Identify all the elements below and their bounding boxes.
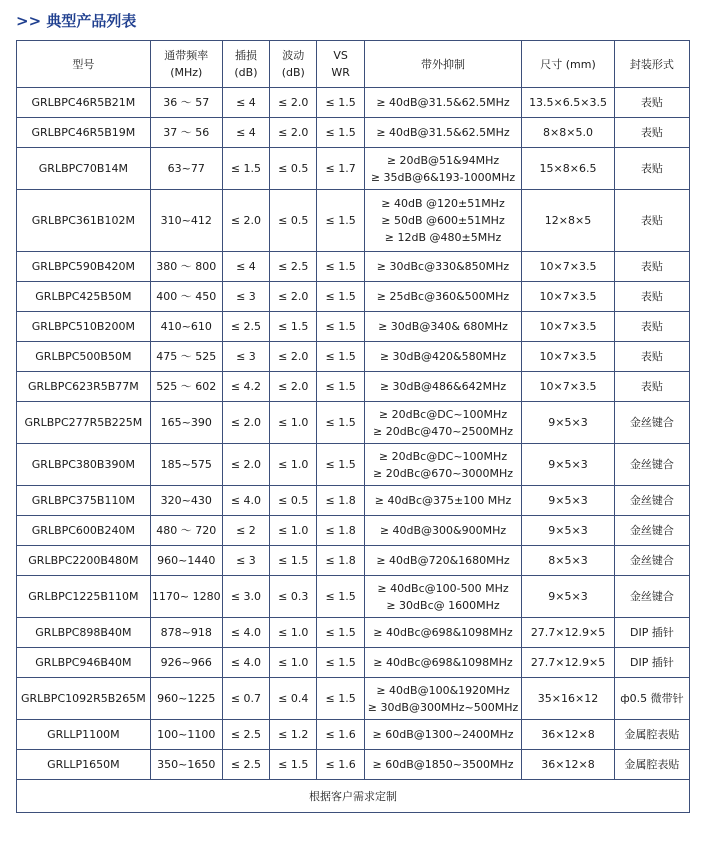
rejection-line: ≥ 50dB @600±51MHz bbox=[381, 214, 505, 227]
insertion-loss-cell: ≤ 2.0 bbox=[222, 402, 269, 444]
rejection-line: ≥ 30dBc@330&850MHz bbox=[376, 260, 510, 273]
frequency-cell: 185~575 bbox=[150, 444, 222, 486]
table-row bbox=[17, 720, 690, 750]
insertion-loss-cell: ≤ 0.7 bbox=[222, 678, 269, 720]
table-row bbox=[17, 252, 690, 282]
column-header-text: 插损 bbox=[234, 49, 257, 62]
package-cell: 表贴 bbox=[614, 372, 689, 402]
column-header-text: WR bbox=[331, 66, 350, 79]
vswr-cell: ≤ 1.5 bbox=[317, 444, 364, 486]
insertion-loss-cell: ≤ 2.0 bbox=[222, 190, 269, 252]
frequency-cell: 36 ～ 57 bbox=[150, 88, 222, 118]
vswr-cell: ≤ 1.5 bbox=[317, 252, 364, 282]
column-header-text: VS bbox=[333, 49, 348, 62]
vswr-cell: ≤ 1.5 bbox=[317, 282, 364, 312]
size-cell: 8×5×3 bbox=[522, 546, 615, 576]
footer-row bbox=[17, 780, 690, 813]
table-row bbox=[17, 678, 690, 720]
rejection-cell bbox=[364, 750, 521, 780]
size-cell: 35×16×12 bbox=[522, 678, 615, 720]
column-header-text: 型号 bbox=[72, 57, 95, 71]
size-cell: 36×12×8 bbox=[522, 720, 615, 750]
vswr-cell: ≤ 1.5 bbox=[317, 678, 364, 720]
insertion-loss-cell: ≤ 3.0 bbox=[222, 576, 269, 618]
model-cell: GRLBPC500B50M bbox=[17, 342, 151, 372]
package-cell: 表贴 bbox=[614, 282, 689, 312]
frequency-cell: 380 ～ 800 bbox=[150, 252, 222, 282]
rejection-cell bbox=[364, 282, 521, 312]
rejection-cell bbox=[364, 190, 521, 252]
size-cell: 12×8×5 bbox=[522, 190, 615, 252]
package-cell: 表贴 bbox=[614, 252, 689, 282]
rejection-cell bbox=[364, 720, 521, 750]
rejection-line: ≥ 40dB @120±51MHz bbox=[381, 197, 505, 210]
vswr-cell: ≤ 1.5 bbox=[317, 88, 364, 118]
table-row bbox=[17, 546, 690, 576]
rejection-cell bbox=[364, 618, 521, 648]
size-cell: 10×7×3.5 bbox=[522, 372, 615, 402]
ripple-cell: ≤ 2.0 bbox=[270, 342, 317, 372]
ripple-cell: ≤ 0.5 bbox=[270, 486, 317, 516]
table-row bbox=[17, 190, 690, 252]
insertion-loss-cell: ≤ 2.5 bbox=[222, 750, 269, 780]
model-cell: GRLBPC510B200M bbox=[17, 312, 151, 342]
insertion-loss-cell: ≤ 2.0 bbox=[222, 444, 269, 486]
insertion-loss-cell: ≤ 4 bbox=[222, 88, 269, 118]
column-header-text: 封装形式 bbox=[629, 57, 674, 71]
rejection-cell bbox=[364, 546, 521, 576]
ripple-cell: ≤ 1.0 bbox=[270, 618, 317, 648]
rejection-line: ≥ 20dBc@470~2500MHz bbox=[372, 424, 514, 438]
table-row bbox=[17, 282, 690, 312]
size-cell: 15×8×6.5 bbox=[522, 148, 615, 190]
frequency-cell: 400 ～ 450 bbox=[150, 282, 222, 312]
rejection-cell bbox=[364, 486, 521, 516]
ripple-cell: ≤ 0.4 bbox=[270, 678, 317, 720]
frequency-cell: 37 ～ 56 bbox=[150, 118, 222, 148]
ripple-cell: ≤ 1.0 bbox=[270, 648, 317, 678]
rejection-line: ≥ 40dB@100&1920MHz bbox=[376, 683, 510, 697]
ripple-cell: ≤ 2.0 bbox=[270, 372, 317, 402]
model-cell: GRLBPC425B50M bbox=[17, 282, 151, 312]
frequency-cell: 63~77 bbox=[150, 148, 222, 190]
column-header bbox=[150, 41, 222, 88]
size-cell: 9×5×3 bbox=[522, 516, 615, 546]
rejection-line: ≥ 40dBc@698&1098MHz bbox=[373, 626, 513, 639]
frequency-cell: 525 ～ 602 bbox=[150, 372, 222, 402]
ripple-cell: ≤ 0.5 bbox=[270, 190, 317, 252]
rejection-cell bbox=[364, 88, 521, 118]
package-cell: 表贴 bbox=[614, 88, 689, 118]
vswr-cell: ≤ 1.5 bbox=[317, 372, 364, 402]
rejection-line: ≥ 40dBc@698&1098MHz bbox=[373, 656, 513, 669]
column-header bbox=[222, 41, 269, 88]
vswr-cell: ≤ 1.5 bbox=[317, 190, 364, 252]
ripple-cell: ≤ 1.5 bbox=[270, 546, 317, 576]
package-cell: 金丝键合 bbox=[614, 402, 689, 444]
model-cell: GRLBPC361B102M bbox=[17, 190, 151, 252]
model-cell: GRLBPC70B14M bbox=[17, 148, 151, 190]
ripple-cell: ≤ 1.0 bbox=[270, 402, 317, 444]
frequency-cell: 475 ～ 525 bbox=[150, 342, 222, 372]
ripple-cell: ≤ 1.5 bbox=[270, 750, 317, 780]
model-cell: GRLBPC946B40M bbox=[17, 648, 151, 678]
rejection-line: ≥ 40dB@720&1680MHz bbox=[376, 554, 510, 567]
table-row bbox=[17, 148, 690, 190]
package-cell: 金属腔表贴 bbox=[614, 750, 689, 780]
rejection-line: ≥ 40dB@31.5&62.5MHz bbox=[376, 126, 510, 139]
size-cell: 10×7×3.5 bbox=[522, 312, 615, 342]
rejection-cell bbox=[364, 576, 521, 618]
rejection-line: ≥ 30dB@340& 680MHz bbox=[378, 320, 508, 333]
rejection-line: ≥ 30dB@300MHz~500MHz bbox=[367, 700, 519, 714]
rejection-line: ≥ 20dB@51&94MHz bbox=[386, 153, 500, 167]
insertion-loss-cell: ≤ 4.0 bbox=[222, 618, 269, 648]
column-header-text: (dB) bbox=[234, 66, 258, 79]
size-cell: 9×5×3 bbox=[522, 576, 615, 618]
frequency-cell: 310~412 bbox=[150, 190, 222, 252]
package-cell: 表贴 bbox=[614, 312, 689, 342]
model-cell: GRLBPC277R5B225M bbox=[17, 402, 151, 444]
column-header bbox=[364, 41, 521, 88]
vswr-cell: ≤ 1.8 bbox=[317, 486, 364, 516]
size-cell: 36×12×8 bbox=[522, 750, 615, 780]
rejection-cell bbox=[364, 516, 521, 546]
package-cell: DIP 插针 bbox=[614, 618, 689, 648]
size-cell: 27.7×12.9×5 bbox=[522, 618, 615, 648]
frequency-cell: 320~430 bbox=[150, 486, 222, 516]
insertion-loss-cell: ≤ 3 bbox=[222, 546, 269, 576]
vswr-cell: ≤ 1.6 bbox=[317, 720, 364, 750]
package-cell: 金丝键合 bbox=[614, 516, 689, 546]
size-cell: 13.5×6.5×3.5 bbox=[522, 88, 615, 118]
model-cell: GRLBPC2200B480M bbox=[17, 546, 151, 576]
table-row bbox=[17, 372, 690, 402]
table-body bbox=[17, 88, 690, 780]
rejection-cell bbox=[364, 372, 521, 402]
model-cell: GRLBPC1092R5B265M bbox=[17, 678, 151, 720]
rejection-line: ≥ 60dB@1850~3500MHz bbox=[372, 758, 514, 771]
frequency-cell: 1170~ 1280 bbox=[150, 576, 222, 618]
frequency-cell: 100~1100 bbox=[150, 720, 222, 750]
model-cell: GRLBPC590B420M bbox=[17, 252, 151, 282]
footer-note: 根据客户需求定制 bbox=[17, 780, 690, 813]
table-row bbox=[17, 88, 690, 118]
table-row bbox=[17, 516, 690, 546]
size-cell: 9×5×3 bbox=[522, 444, 615, 486]
table-row bbox=[17, 486, 690, 516]
frequency-cell: 960~1440 bbox=[150, 546, 222, 576]
package-cell: 金丝键合 bbox=[614, 486, 689, 516]
column-header bbox=[270, 41, 317, 88]
column-header bbox=[522, 41, 615, 88]
insertion-loss-cell: ≤ 2.5 bbox=[222, 312, 269, 342]
page-title: >> 典型产品列表 bbox=[16, 12, 137, 30]
rejection-line: ≥ 30dB@486&642MHz bbox=[379, 380, 507, 393]
vswr-cell: ≤ 1.5 bbox=[317, 342, 364, 372]
table-row bbox=[17, 312, 690, 342]
rejection-cell bbox=[364, 648, 521, 678]
column-header-text: (dB) bbox=[281, 66, 305, 79]
vswr-cell: ≤ 1.7 bbox=[317, 148, 364, 190]
model-cell: GRLBPC600B240M bbox=[17, 516, 151, 546]
size-cell: 27.7×12.9×5 bbox=[522, 648, 615, 678]
header-row bbox=[17, 41, 690, 88]
rejection-line: ≥ 20dBc@670~3000MHz bbox=[372, 466, 514, 480]
insertion-loss-cell: ≤ 4 bbox=[222, 118, 269, 148]
size-cell: 10×7×3.5 bbox=[522, 282, 615, 312]
insertion-loss-cell: ≤ 3 bbox=[222, 282, 269, 312]
rejection-line: ≥ 25dBc@360&500MHz bbox=[376, 290, 510, 303]
model-cell: GRLLP1100M bbox=[17, 720, 151, 750]
product-table bbox=[16, 40, 690, 813]
rejection-cell bbox=[364, 402, 521, 444]
size-cell: 10×7×3.5 bbox=[522, 342, 615, 372]
package-cell: 表贴 bbox=[614, 342, 689, 372]
size-cell: 10×7×3.5 bbox=[522, 252, 615, 282]
model-cell: GRLBPC46R5B19M bbox=[17, 118, 151, 148]
model-cell: GRLBPC898B40M bbox=[17, 618, 151, 648]
rejection-line: ≥ 40dBc@375±100 MHz bbox=[374, 494, 512, 507]
column-header bbox=[317, 41, 364, 88]
frequency-cell: 926~966 bbox=[150, 648, 222, 678]
ripple-cell: ≤ 1.0 bbox=[270, 516, 317, 546]
package-cell: 表贴 bbox=[614, 190, 689, 252]
rejection-cell bbox=[364, 312, 521, 342]
frequency-cell: 878~918 bbox=[150, 618, 222, 648]
frequency-cell: 480 ～ 720 bbox=[150, 516, 222, 546]
rejection-cell bbox=[364, 678, 521, 720]
rejection-line: ≥ 40dBc@100-500 MHz bbox=[377, 581, 509, 595]
rejection-cell bbox=[364, 148, 521, 190]
ripple-cell: ≤ 1.2 bbox=[270, 720, 317, 750]
size-cell: 9×5×3 bbox=[522, 486, 615, 516]
rejection-line: ≥ 30dB@420&580MHz bbox=[379, 350, 507, 363]
ripple-cell: ≤ 1.5 bbox=[270, 312, 317, 342]
table-row bbox=[17, 342, 690, 372]
package-cell: 金丝键合 bbox=[614, 576, 689, 618]
frequency-cell: 165~390 bbox=[150, 402, 222, 444]
insertion-loss-cell: ≤ 2 bbox=[222, 516, 269, 546]
rejection-line: ≥ 12dB @480±5MHz bbox=[384, 231, 502, 244]
table-row bbox=[17, 576, 690, 618]
model-cell: GRLBPC623R5B77M bbox=[17, 372, 151, 402]
ripple-cell: ≤ 2.0 bbox=[270, 118, 317, 148]
table-row bbox=[17, 618, 690, 648]
frequency-cell: 350~1650 bbox=[150, 750, 222, 780]
model-cell: GRLBPC380B390M bbox=[17, 444, 151, 486]
insertion-loss-cell: ≤ 4 bbox=[222, 252, 269, 282]
frequency-cell: 410~610 bbox=[150, 312, 222, 342]
size-cell: 8×8×5.0 bbox=[522, 118, 615, 148]
vswr-cell: ≤ 1.5 bbox=[317, 576, 364, 618]
package-cell: 金属腔表贴 bbox=[614, 720, 689, 750]
vswr-cell: ≤ 1.8 bbox=[317, 546, 364, 576]
vswr-cell: ≤ 1.6 bbox=[317, 750, 364, 780]
package-cell: 表贴 bbox=[614, 118, 689, 148]
insertion-loss-cell: ≤ 4.0 bbox=[222, 486, 269, 516]
column-header bbox=[17, 41, 151, 88]
insertion-loss-cell: ≤ 3 bbox=[222, 342, 269, 372]
vswr-cell: ≤ 1.5 bbox=[317, 618, 364, 648]
insertion-loss-cell: ≤ 4.0 bbox=[222, 648, 269, 678]
table-row bbox=[17, 750, 690, 780]
package-cell: 金丝键合 bbox=[614, 546, 689, 576]
size-cell: 9×5×3 bbox=[522, 402, 615, 444]
rejection-line: ≥ 20dBc@DC~100MHz bbox=[378, 407, 508, 421]
rejection-line: ≥ 60dB@1300~2400MHz bbox=[372, 728, 514, 741]
ripple-cell: ≤ 1.0 bbox=[270, 444, 317, 486]
insertion-loss-cell: ≤ 4.2 bbox=[222, 372, 269, 402]
frequency-cell: 960~1225 bbox=[150, 678, 222, 720]
model-cell: GRLBPC375B110M bbox=[17, 486, 151, 516]
column-header-text: 波动 bbox=[282, 49, 305, 62]
model-cell: GRLBPC1225B110M bbox=[17, 576, 151, 618]
table-row bbox=[17, 444, 690, 486]
table-row bbox=[17, 648, 690, 678]
package-cell: ф0.5 微带针 bbox=[614, 678, 689, 720]
package-cell: 表贴 bbox=[614, 148, 689, 190]
rejection-cell bbox=[364, 342, 521, 372]
insertion-loss-cell: ≤ 1.5 bbox=[222, 148, 269, 190]
column-header-text: 尺寸 (mm) bbox=[540, 57, 596, 71]
model-cell: GRLBPC46R5B21M bbox=[17, 88, 151, 118]
ripple-cell: ≤ 2.5 bbox=[270, 252, 317, 282]
rejection-cell bbox=[364, 252, 521, 282]
ripple-cell: ≤ 0.3 bbox=[270, 576, 317, 618]
package-cell: DIP 插针 bbox=[614, 648, 689, 678]
package-cell: 金丝键合 bbox=[614, 444, 689, 486]
model-cell: GRLLP1650M bbox=[17, 750, 151, 780]
vswr-cell: ≤ 1.5 bbox=[317, 648, 364, 678]
rejection-line: ≥ 40dB@300&900MHz bbox=[379, 524, 507, 537]
vswr-cell: ≤ 1.8 bbox=[317, 516, 364, 546]
rejection-line: ≥ 20dBc@DC~100MHz bbox=[378, 449, 508, 463]
column-header bbox=[614, 41, 689, 88]
vswr-cell: ≤ 1.5 bbox=[317, 402, 364, 444]
column-header-text: (MHz) bbox=[170, 66, 203, 79]
vswr-cell: ≤ 1.5 bbox=[317, 312, 364, 342]
rejection-cell bbox=[364, 444, 521, 486]
vswr-cell: ≤ 1.5 bbox=[317, 118, 364, 148]
rejection-line: ≥ 30dBc@ 1600MHz bbox=[386, 598, 500, 612]
table-row bbox=[17, 402, 690, 444]
ripple-cell: ≤ 2.0 bbox=[270, 282, 317, 312]
ripple-cell: ≤ 2.0 bbox=[270, 88, 317, 118]
rejection-cell bbox=[364, 118, 521, 148]
rejection-line: ≥ 40dB@31.5&62.5MHz bbox=[376, 96, 510, 109]
ripple-cell: ≤ 0.5 bbox=[270, 148, 317, 190]
column-header-text: 通带频率 bbox=[164, 49, 209, 62]
column-header-text: 带外抑制 bbox=[421, 57, 465, 71]
rejection-line: ≥ 35dB@6&193-1000MHz bbox=[370, 170, 516, 184]
table-row bbox=[17, 118, 690, 148]
insertion-loss-cell: ≤ 2.5 bbox=[222, 720, 269, 750]
